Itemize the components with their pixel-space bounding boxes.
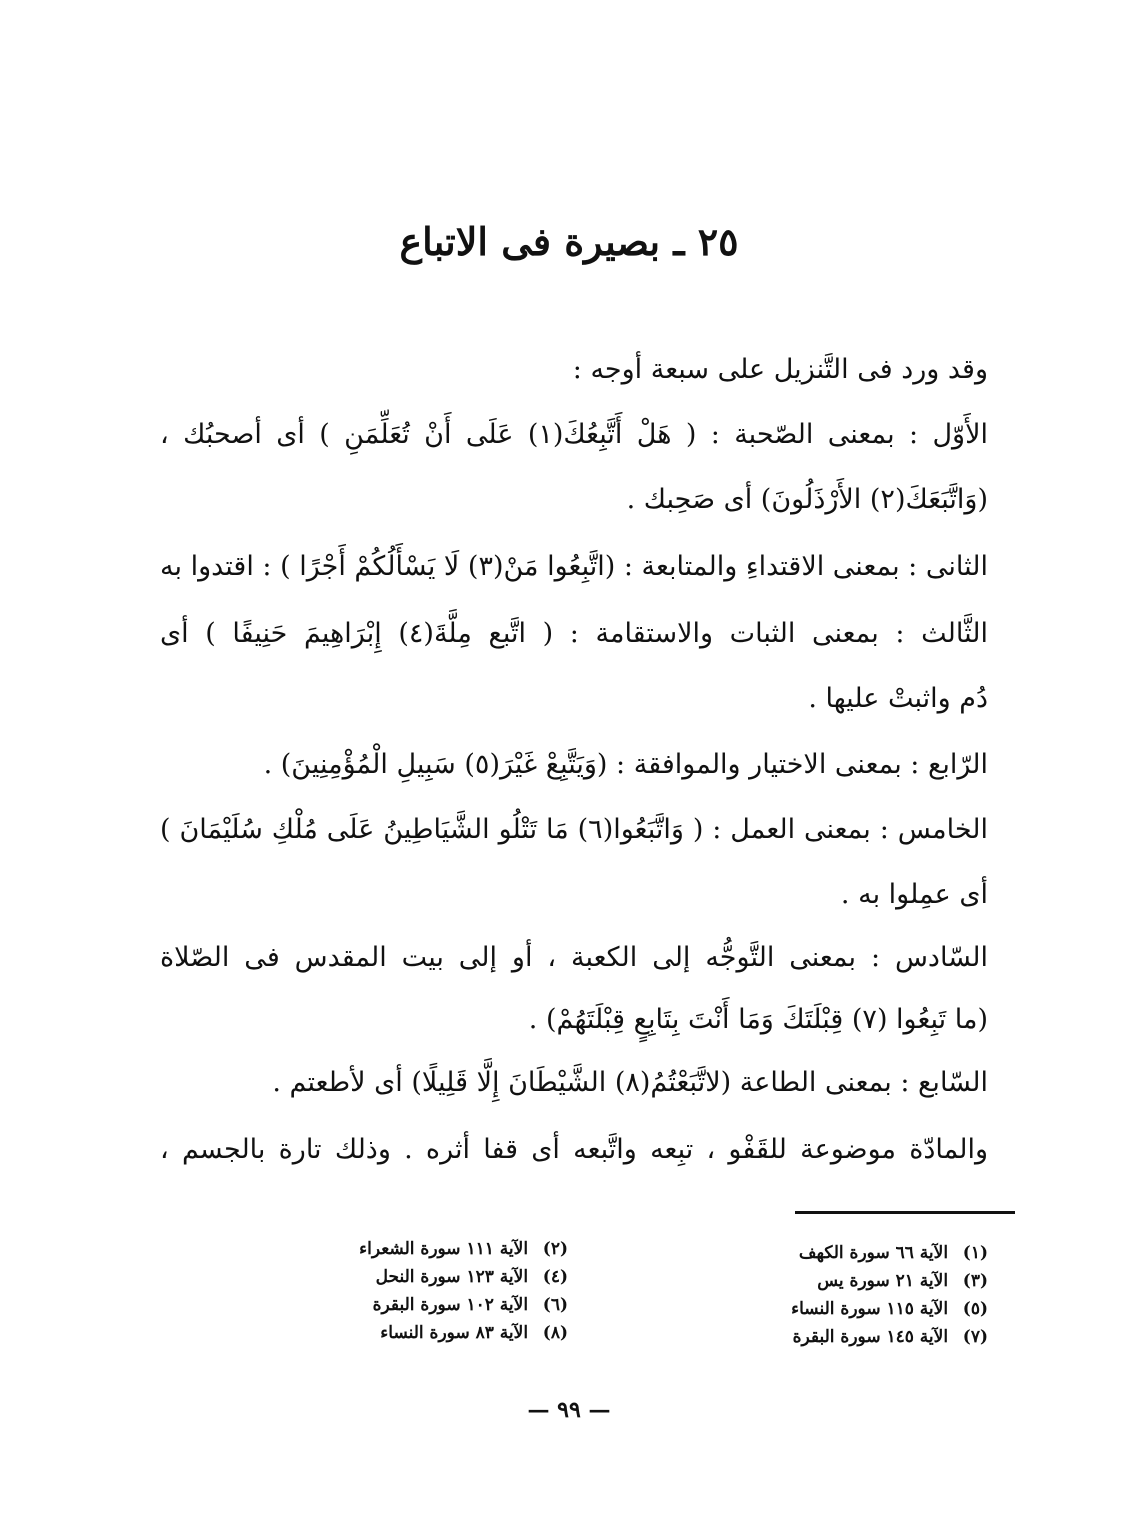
footnote-1 bbox=[799, 1240, 988, 1266]
footnote-text: الآية ١٠٢ سورة البقرة bbox=[372, 1295, 529, 1315]
body-line-second-meaning: الثانى : بمعنى الاقتداءِ والمتابعة : (اتَّبِعُوا مَنْ(٣) لَا يَسْأَلُكُمْ أَجْرًا ) : اقتدوا به bbox=[160, 551, 988, 582]
footnote-number: (٥) bbox=[962, 1299, 988, 1319]
body-line-third-meaning-cont: دُم واثبتْ عليها . bbox=[808, 683, 988, 714]
footnote-text: الآية ١١١ سورة الشعراء bbox=[359, 1239, 529, 1259]
footnote-text: الآية ١٤٥ سورة البقرة bbox=[792, 1327, 949, 1347]
footnote-text: الآية ١١٥ سورة النساء bbox=[791, 1299, 949, 1319]
footnote-6 bbox=[373, 1292, 568, 1318]
body-line-root-meaning: والمادّة موضوعة للقَفْو ، تبِعه واتَّبعه أى قفا أثره . وذلك تارة بالجسم ، bbox=[160, 1134, 988, 1165]
body-line-first-meaning-cont: (وَاتَّبَعَكَ(٢) الأَرْذَلُونَ) أى صَحِبك . bbox=[626, 484, 988, 515]
footnote-number: (١) bbox=[962, 1243, 988, 1263]
page-number: — ٩٩ — bbox=[527, 1397, 611, 1423]
footnote-2 bbox=[359, 1236, 568, 1262]
footnote-7 bbox=[793, 1324, 988, 1350]
footnote-3 bbox=[817, 1268, 988, 1294]
body-line-sixth-meaning: السّادس : بمعنى التَّوجُّه إلى الكعبة ، أو إلى بيت المقدس فى الصّلاة bbox=[160, 942, 988, 973]
footnote-text: الآية ٦٦ سورة الكهف bbox=[798, 1243, 949, 1263]
footnote-divider bbox=[795, 1211, 1015, 1214]
footnote-number: (٨) bbox=[542, 1323, 568, 1343]
footnote-text: الآية ١٢٣ سورة النحل bbox=[375, 1267, 529, 1287]
footnote-number: (٧) bbox=[962, 1327, 988, 1347]
footnote-number: (٦) bbox=[542, 1295, 568, 1315]
body-line-sixth-meaning-cont: (ما تَبِعُوا (٧) قِبْلَتَكَ وَمَا أَنْتَ بِتَابِعٍ قِبْلَتَهُمْ) . bbox=[528, 1004, 988, 1035]
footnote-8 bbox=[380, 1320, 568, 1346]
footnote-number: (٢) bbox=[542, 1239, 568, 1259]
body-line-first-meaning: الأَوّل : بمعنى الصّحبة : ( هَلْ أَتَّبِعُكَ(١) عَلَى أَنْ تُعَلِّمَنِ ) أى أصحبُك ، bbox=[160, 419, 988, 450]
footnote-4 bbox=[376, 1264, 568, 1290]
section-title: ٢٥ ـ بصيرة فى الاتباع bbox=[399, 219, 739, 264]
footnote-number: (٤) bbox=[542, 1267, 568, 1287]
body-line-fifth-meaning-cont: أى عمِلوا به . bbox=[840, 879, 988, 910]
footnote-number: (٣) bbox=[962, 1271, 988, 1291]
body-line-third-meaning: الثَّالث : بمعنى الثبات والاستقامة : ( اتَّبع مِلَّةَ(٤) إِبْرَاهِيمَ حَنِيفًا ) أى bbox=[160, 618, 988, 649]
body-line-intro: وقد ورد فى التَّنزيل على سبعة أوجه : bbox=[572, 354, 988, 385]
footnote-5 bbox=[791, 1296, 988, 1322]
footnote-text: الآية ٨٣ سورة النساء bbox=[380, 1323, 529, 1343]
footnote-text: الآية ٢١ سورة يس bbox=[817, 1271, 949, 1291]
body-line-fifth-meaning: الخامس : بمعنى العمل : ( وَاتَّبَعُوا(٦) مَا تَتْلُو الشَّيَاطِينُ عَلَى مُلْكِ سُلَيْمَانَ ) bbox=[160, 814, 988, 845]
body-line-seventh-meaning: السّابع : بمعنى الطاعة (لاتَّبَعْتُمُ(٨) الشَّيْطَانَ إِلَّا قَلِيلًا) أى لأطعتم . bbox=[272, 1067, 988, 1098]
body-line-fourth-meaning: الرّابع : بمعنى الاختيار والموافقة : (وَيَتَّبِعْ غَيْرَ(٥) سَبِيلِ الْمُؤْمِنِينَ) . bbox=[263, 749, 988, 780]
